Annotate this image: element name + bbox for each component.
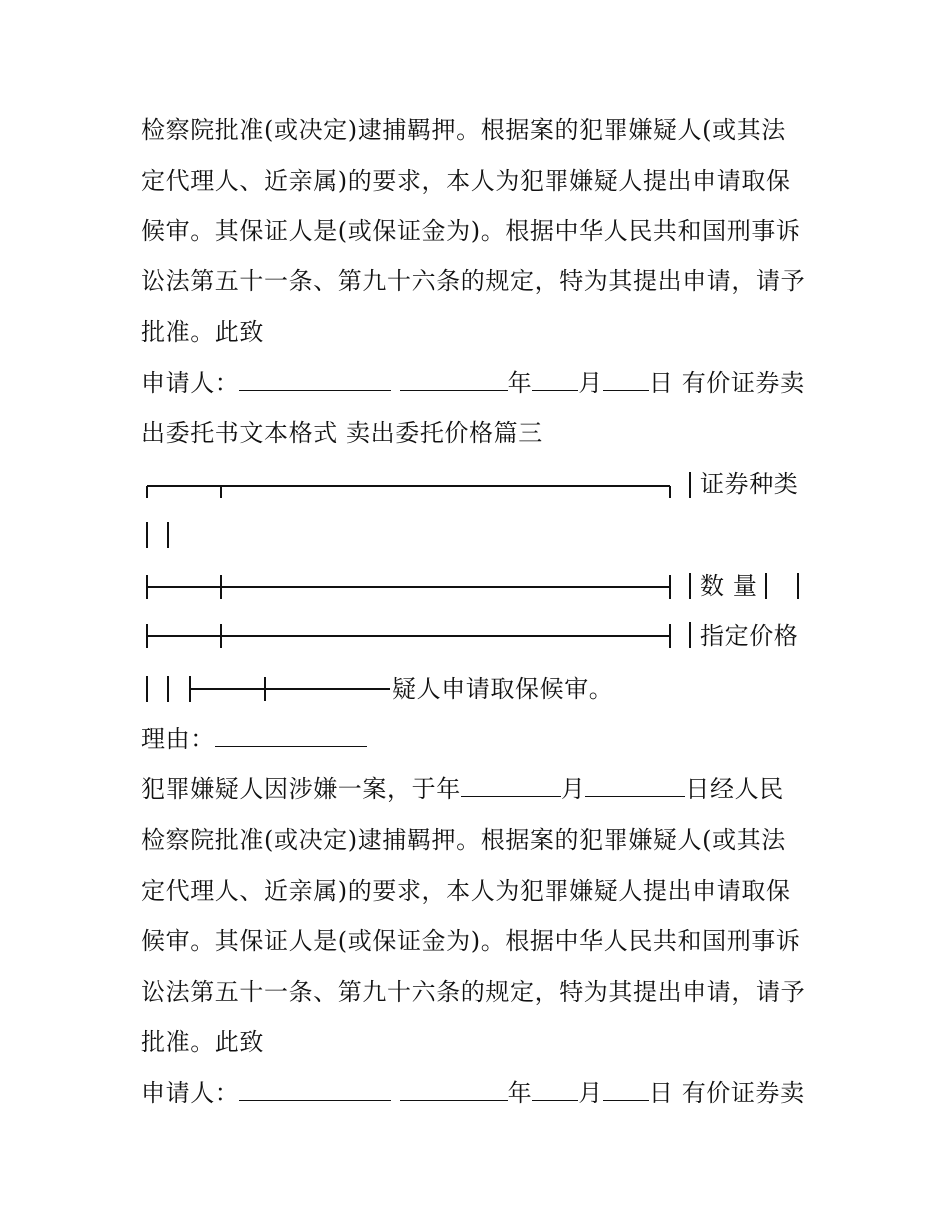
paragraph-line: 定代理人、近亲属)的要求，本人为犯罪嫌疑人提出申请取保 [141,877,791,905]
day-label: 日 [648,369,674,397]
paragraph-line: 检察院批准(或决定)逮捕羁押。根据案的犯罪嫌疑人(或其法 [141,116,786,144]
year-blank [400,1078,508,1101]
year-label: 年 [507,369,533,397]
row1-label: 证券种类 [700,470,799,498]
paragraph-line: 候审。其保证人是(或保证金为)。根据中华人民共和国刑事诉 [141,927,801,955]
intro-blank-2 [585,774,685,797]
continuation-line: 出委托书文本格式 卖出委托价格篇三 [141,419,543,447]
paragraph-line: 讼法第五十一条、第九十六条的规定，特为其提出申请，请予 [141,267,806,295]
intro-blank-1 [461,774,561,797]
row4-text: 疑人申请取保候审。 [392,675,614,703]
row2-label: 数 量 [700,572,758,600]
intro-text-a: 犯罪嫌疑人因涉嫌一案，于年 [141,775,461,803]
applicant-blank [239,1078,391,1101]
day-blank [603,1078,649,1101]
month-blank [532,1078,578,1101]
applicant-label: 申请人： [141,369,240,397]
paragraph-line: 批准。此致 [141,1028,264,1056]
month-label: 月 [578,369,603,397]
reason-blank [215,724,367,747]
paragraph-line: 候审。其保证人是(或保证金为)。根据中华人民共和国刑事诉 [141,217,801,245]
intro-text-c: 日经人民 [685,775,784,803]
applicant-label: 申请人： [141,1079,240,1107]
paragraph-line: 定代理人、近亲属)的要求，本人为犯罪嫌疑人提出申请取保 [141,167,791,195]
intro-text-b: 月 [560,775,586,803]
month-label: 月 [578,1079,603,1107]
paragraph-line: 检察院批准(或决定)逮捕羁押。根据案的犯罪嫌疑人(或其法 [141,826,786,854]
intro-line [141,774,784,804]
signature-line [141,1078,805,1108]
reason-line [141,724,367,754]
row3-label: 指定价格 [700,622,799,650]
year-label: 年 [507,1079,533,1107]
paragraph-line: 讼法第五十一条、第九十六条的规定，特为其提出申请，请予 [141,978,806,1006]
day-label: 日 [648,1079,674,1107]
signature-tail: 有价证券卖 [673,1079,805,1107]
paragraph-line: 批准。此致 [141,318,264,346]
signature-tail: 有价证券卖 [673,369,805,397]
reason-label: 理由： [141,725,215,753]
